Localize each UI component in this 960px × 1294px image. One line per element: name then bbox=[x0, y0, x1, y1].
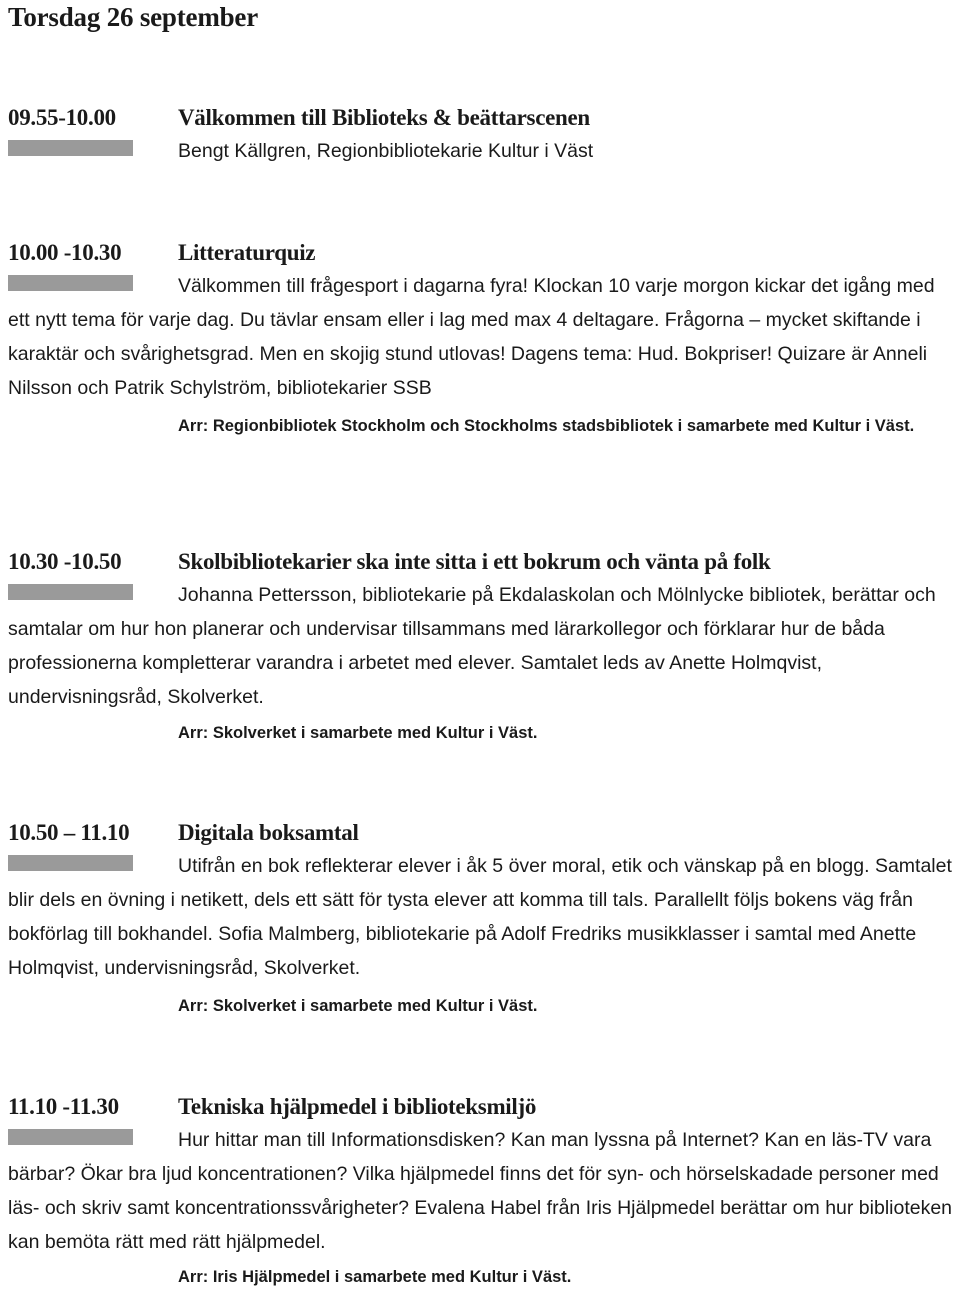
session-title: Skolbibliotekarier ska inte sitta i ett bokrum och vänta på folk bbox=[178, 549, 771, 574]
session-time: 10.30 -10.50 bbox=[8, 549, 122, 574]
session-organizer: Arr: Skolverket i samarbete med Kultur i Väst. bbox=[178, 724, 538, 742]
session-title: Digitala boksamtal bbox=[178, 820, 359, 845]
session-time: 11.10 -11.30 bbox=[8, 1094, 119, 1119]
session-title: Tekniska hjälpmedel i biblioteksmiljö bbox=[178, 1094, 537, 1119]
session-description: Välkommen till frågesport i dagarna fyra! Klockan 10 varje morgon kickar det igång med ett nytt tema för varje dag. Du tävlar ensam eller i lag med max 4 deltagare. Frågorna – mycket skiftande i karaktär och svårighetsgrad. Men en skojig stund utlovas! Dagens tema: Hud. Bokpriser! Quizare är Anneli Nilsson och Patrik Schylström, bibliotekarier SSB bbox=[8, 275, 935, 399]
session-time: 10.00 -10.30 bbox=[8, 240, 122, 265]
session-title: Välkommen till Biblioteks & beättarscenen bbox=[178, 105, 590, 130]
page-title: Torsdag 26 september bbox=[8, 2, 258, 32]
session-organizer: Arr: Regionbibliotek Stockholm och Stockholms stadsbibliotek i samarbete med Kultur i Väst. bbox=[178, 417, 915, 435]
session-time: 10.50 – 11.10 bbox=[8, 820, 130, 845]
session-time: 09.55-10.00 bbox=[8, 105, 116, 130]
session-description: Utifrån en bok reflekterar elever i åk 5 över moral, etik och vänskap på en blogg. Samtalet blir dels en övning i netikett, dels ett sätt för tysta elever att komma till tals. Parallellt följs bokens väg från bokförlag till bokhandel. Sofia Malmberg, bibliotekarie på Adolf Fredriks musikklasser i samtal med Anette Holmqvist, undervisningsråd, Skolverket. bbox=[8, 855, 952, 979]
session-organizer: Arr: Iris Hjälpmedel i samarbete med Kultur i Väst. bbox=[178, 1268, 572, 1286]
session-description: Johanna Pettersson, bibliotekarie på Ekdalaskolan och Mölnlycke bibliotek, berättar och samtalar om hur hon planerar och undervisar tillsammans med lärarkollegor och förklarar hur de båda professionerna kompletterar varandra i arbetet med elever. Samtalet leds av Anette Holmqvist, undervisningsråd, Skolverket. bbox=[8, 584, 936, 708]
session-title: Litteraturquiz bbox=[178, 240, 316, 265]
session-organizer: Arr: Skolverket i samarbete med Kultur i Väst. bbox=[178, 997, 538, 1015]
session-description: Bengt Källgren, Regionbibliotekarie Kultur i Väst bbox=[178, 140, 594, 162]
session-description: Hur hittar man till Informationsdisken? Kan man lyssna på Internet? Kan en läs-TV vara bärbar? Ökar bra ljud koncentrationen? Vilka hjälpmedel finns det för syn- och hörselskadade personer med läs- och skriv samt koncentrationssvårigheter? Evalena Habel från Iris Hjälpmedel berättar om hur biblioteken kan bemöta rätt med rätt hjälpmedel. bbox=[8, 1129, 953, 1253]
